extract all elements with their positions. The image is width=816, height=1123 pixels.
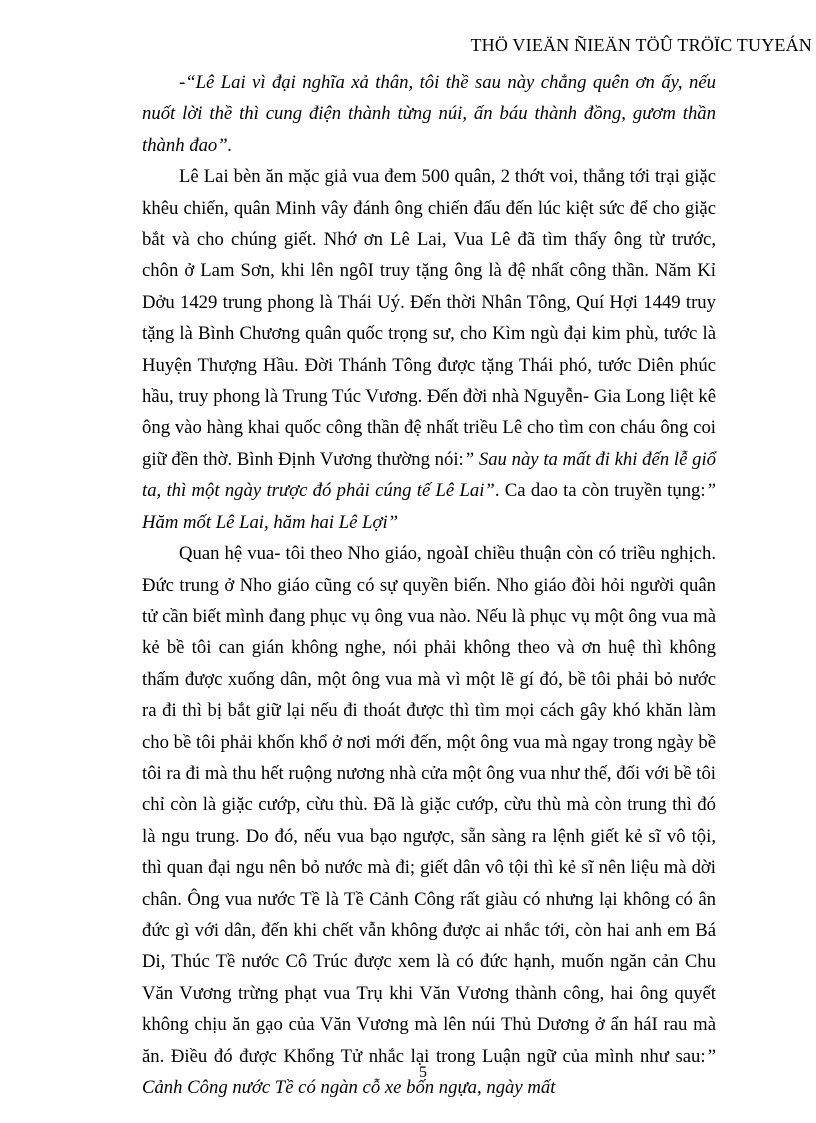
- paragraph-confucian-loyalty: [142, 538, 716, 1103]
- page-number: 5: [419, 1064, 427, 1081]
- paragraph-le-lai: [142, 161, 716, 538]
- le-lai-narrative: Lê Lai bèn ăn mặc giả vua đem 500 quân, 2 thớt voi, thẳng tới trại giặc khêu chiến, quân Minh vây đánh ông chiến đấu đến lúc kiệt sức để cho giặc bắt và cho chúng giết. Nhớ ơn Lê Lai, Vua Lê đã tìm thấy ông từ trước, chôn ở Lam Sơn, khi lên ngôI truy tặng ông là đệ nhất công thần. Năm Kỉ Dởu 1429 trung phong là Thái Uý. Đến thời Nhân Tông, Quí Hợi 1449 truy tặng là Bình Chương quân quốc trọng sư, cho Kìm ngù đại kim phù, tước là Huyện Thượng Hầu. Đời Thánh Tông được tặng Thái phó, tước Diên phúc hầu, truy phong là Trung Túc Vương. Đến đời nhà Nguyễn- Gia Long liệt kê ông vào hàng khai quốc công thần đệ nhất triều Lê cho tìm con cháu ông coi giữ đền thờ. Bình Định Vương thường nói:: [142, 166, 716, 470]
- ca-dao-quote: ” Hăm mốt Lê Lai, hăm hai Lê Lợi”: [142, 480, 716, 533]
- oath-quote: -“Lê Lai vì đại nghĩa xả thân, tôi thề sau này chẳng quên ơn ấy, nếu nuốt lời thề thì cung điện thành từng núi, ấn báu thành đồng, gươm thần thành đao”.: [142, 72, 716, 156]
- page-header: THÖ VIEÄN ÑIEÄN TÖÛ TRÖÏC TUYEÁN: [470, 35, 812, 55]
- ca-dao-intro: . Ca dao ta còn truyền tụng:: [494, 480, 706, 502]
- document-body: [142, 67, 716, 1103]
- paragraph-oath: [142, 67, 716, 161]
- binh-dinh-vuong-quote: ” Sau này ta mất đi khi đến lễ giổ ta, thì một ngày trược đó phải cúng tế Lê Lai”: [142, 448, 716, 502]
- analects-quote: ” Cảnh Công nước Tề có ngàn cỗ xe bốn ngựa, ngày mất: [142, 1045, 716, 1098]
- confucian-narrative: Quan hệ vua- tôi theo Nho giáo, ngoàI chiều thuận còn có triều nghịch. Đức trung ở Nho giáo cũng có sự quyền biến. Nho giáo đòi hỏi người quân tử cần biết mình đang phục vụ ông vua nào. Nếu là phục vụ một ông vua mà kẻ bề tôi can gián không nghe, nói phải không theo và ơn huệ thì không thấm được xuống dân, một ông vua mà vì một lẽ gí đó, bề tôi phải bỏ nước ra đi thì bị bắt giữ lại nếu đi thoát được thì tìm mọi cách gây khó khăn làm cho bề tôi phải khốn khổ ở nơi mới đến, một ông vua mà ngay trong ngày bề tôi ra đi mà thu hết ruộng nương nhà cửa một ông vua như thế, đối với bề tôi chỉ còn là giặc cướp, cừu thù. Đã là giặc cướp, cừu thù mà còn trung thì đó là ngu trung. Do đó, nếu vua bạo ngược, sẵn sàng ra lệnh giết kẻ sĩ vô tội, thì quan đại ngu nên bỏ nước mà đi; giết dân vô tội thì kẻ sĩ nên liệu mà dời chân. Ông vua nước Tề là Tề Cảnh Công rất giàu có nhưng lại không có ân đức gì với dân, đến khi chết vẫn không được ai nhắc tới, còn hai anh em Bá Di, Thúc Tề nước Cô Trúc được xem là có đức hạnh, muốn ngăn cản Chu Văn Vương trừng phạt vua Trụ khi Văn Vương thành công, hai ông quyết không chịu ăn gạo của Văn Vương mà lên núi Thủ Dương ở ẩn háI rau mà ăn. Điều đó được Khổng Tử nhắc lại trong Luận ngữ của mình như sau:: [142, 543, 716, 1067]
